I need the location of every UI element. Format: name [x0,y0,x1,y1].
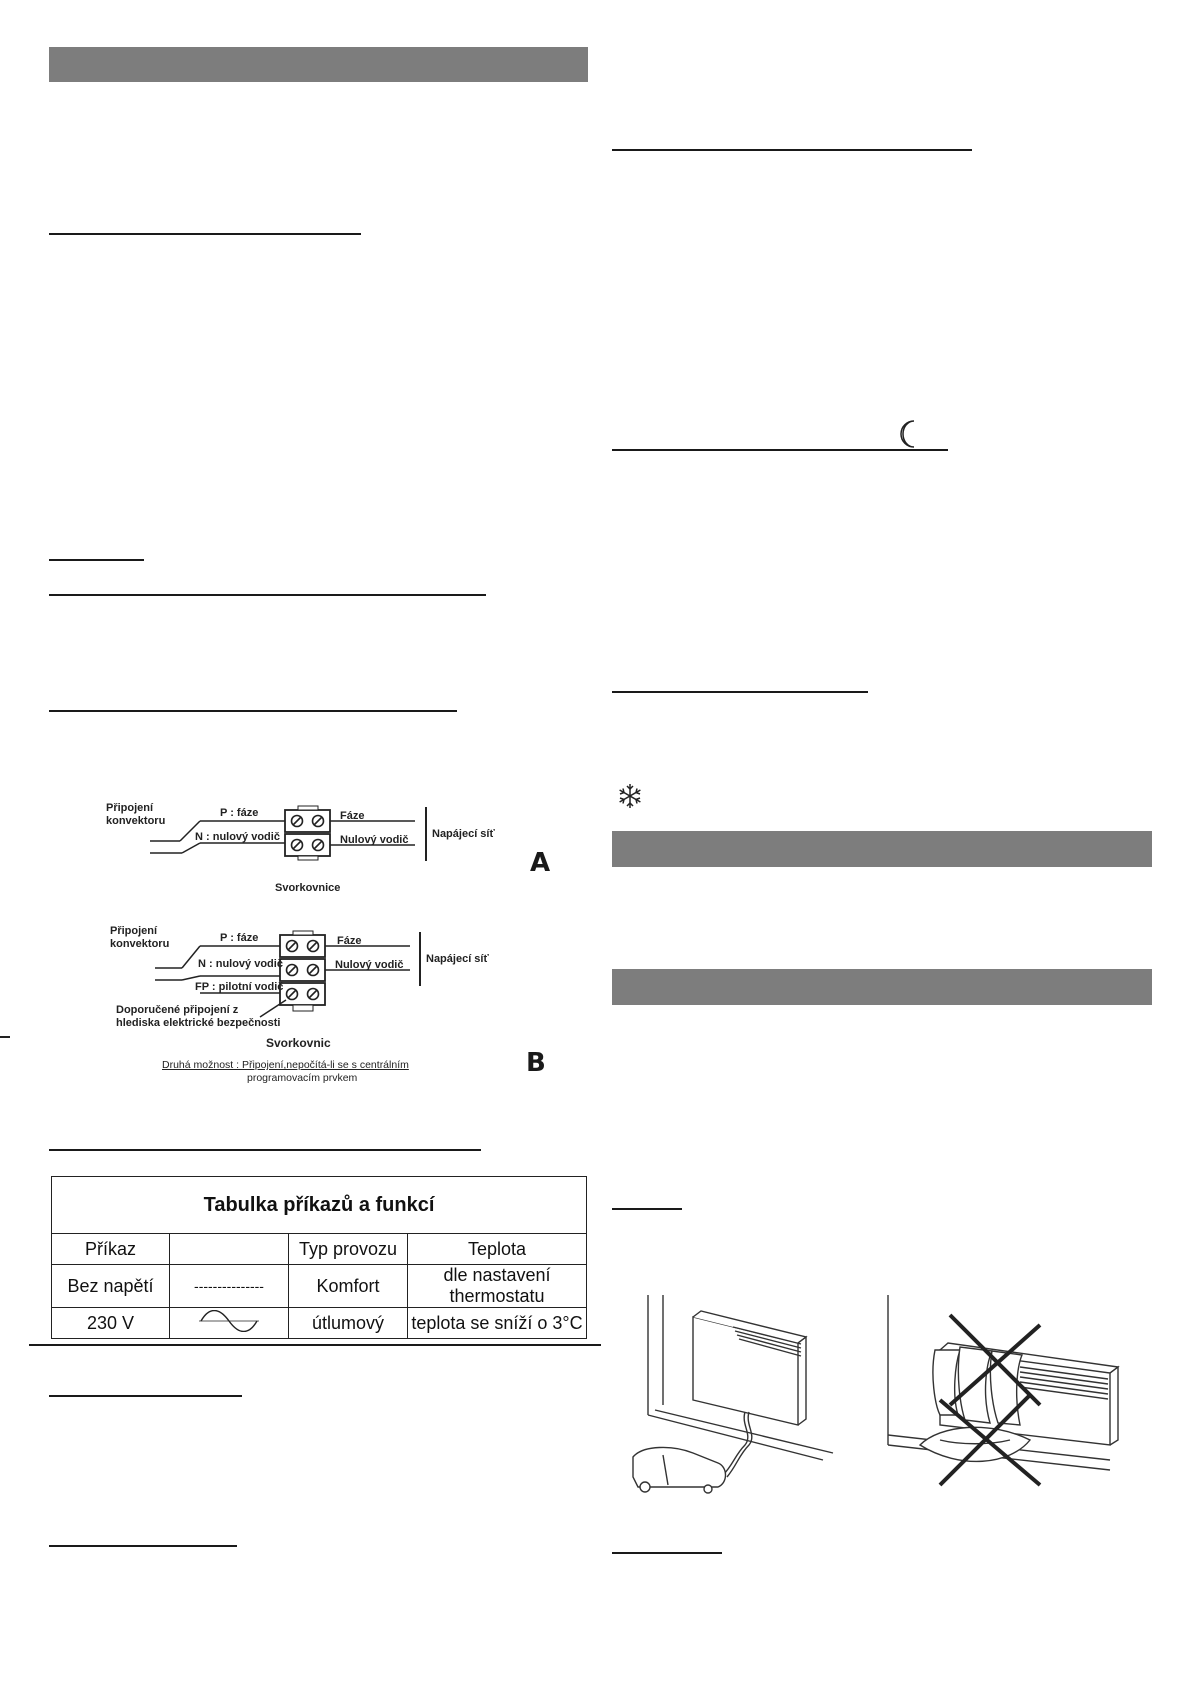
heading-underline [49,1545,237,1547]
table-header: Teplota [408,1234,587,1265]
phase-label: P : fáze [220,807,259,819]
table-cell: Komfort [289,1265,408,1308]
heading-underline [49,1149,481,1151]
connection-label: Připojení [110,925,158,937]
option-note: Druhá možnost : Připojení,nepočítá-li se s centrálním [162,1059,409,1071]
option-note: programovacím prvkem [247,1072,358,1084]
heading-underline [49,233,361,235]
mains-neutral-label: Nulový vodič [340,834,409,846]
table-title: Tabulka příkazů a funkcí [52,1177,587,1234]
heading-underline [49,1395,242,1397]
table-cell: 230 V [52,1308,170,1339]
no-cover-illustration [880,1295,1120,1495]
neutral-label: N : nulový vodič [198,958,283,970]
wiring-diagram-a [90,785,570,895]
connection-label: konvektoru [110,938,170,950]
terminal-label: Svorkovnice [275,882,341,894]
table-row [52,1308,587,1339]
mains-phase-label: Fáze [337,935,362,947]
connection-label: konvektoru [106,815,166,827]
heading-underline [49,710,457,712]
table-header: Příkaz [52,1234,170,1265]
terminal-label: Svorkovnic [266,1036,331,1050]
recommendation-label: Doporučené připojení z [116,1004,239,1016]
diagram-letter: B [526,1048,546,1078]
neutral-label: N : nulový vodič [195,831,280,843]
installation-illustration [623,1295,853,1495]
heading-underline [49,559,144,561]
table-cell [170,1308,289,1339]
diagram-letter: A [530,848,551,878]
table-cell: --------------- [170,1265,289,1308]
mains-phase-label: Fáze [340,810,365,822]
heading-underline [612,149,972,151]
moon-icon [898,419,920,449]
table-cell: teplota se sníží o 3°C [408,1308,587,1339]
mains-neutral-label: Nulový vodič [335,959,404,971]
heading-underline [612,691,868,693]
wiring-diagram-b [90,918,570,1088]
heading-underline [612,1552,722,1554]
connection-label: Připojení [106,802,154,814]
snowflake-icon [616,782,644,810]
section-header-bar [49,47,588,82]
table-header [170,1234,289,1265]
phase-label: P : fáze [220,932,259,944]
margin-mark [0,1036,10,1038]
mains-label: Napájecí síť [426,953,489,965]
commands-table [51,1176,587,1339]
recommendation-label: hlediska elektrické bezpečnosti [116,1017,281,1029]
table-header: Typ provozu [289,1234,408,1265]
heading-underline [49,594,486,596]
heading-underline [612,449,948,451]
section-header-bar [612,969,1152,1005]
table-cell: útlumový [289,1308,408,1339]
mains-label: Napájecí síť [432,828,495,840]
divider [29,1344,601,1346]
pilot-label: FP : pilotní vodič [195,981,284,993]
table-header-row [52,1234,587,1265]
table-cell: dle nastavení thermostatu [408,1265,587,1308]
table-row [52,1265,587,1308]
table-cell: Bez napětí [52,1265,170,1308]
section-header-bar [612,831,1152,867]
heading-underline [612,1208,682,1210]
sine-wave-icon [199,1310,259,1332]
